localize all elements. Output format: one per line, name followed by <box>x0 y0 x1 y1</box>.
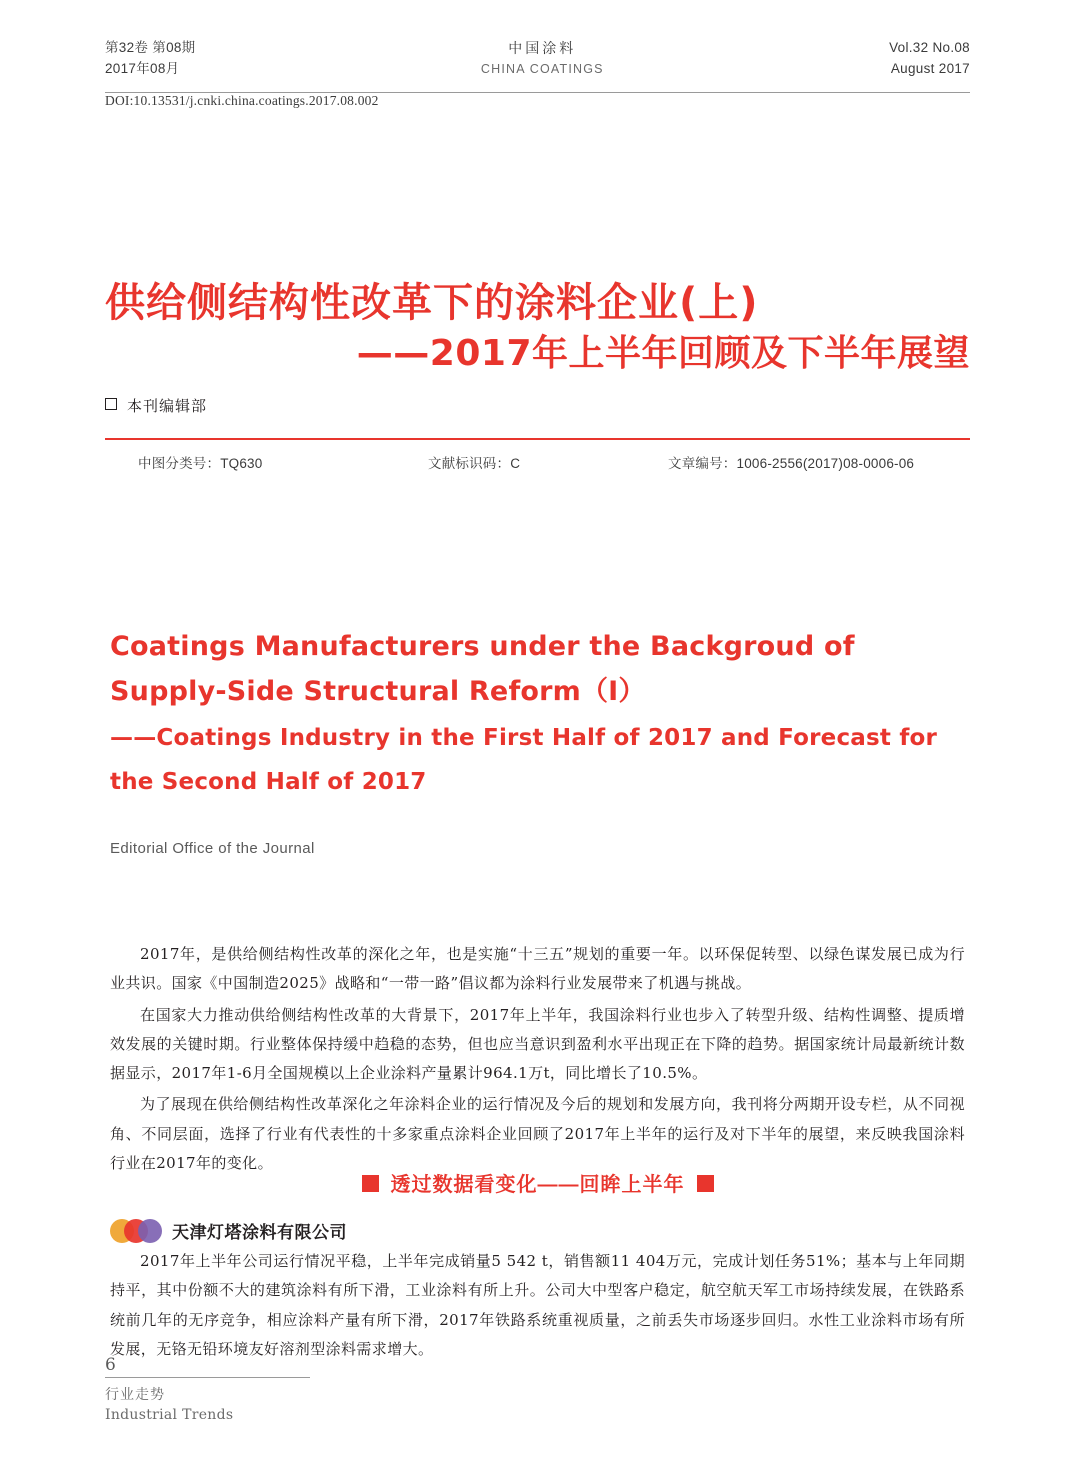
article-title-en-line2: Supply-Side Structural Reform（I） <box>110 675 646 707</box>
footer-divider <box>105 1377 310 1378</box>
page-header <box>105 38 970 80</box>
journal-name-cn: 中国涂料 <box>508 40 577 56</box>
author-cn <box>105 395 970 416</box>
article-subtitle-cn: ——2017年上半年回顾及下半年展望 <box>356 333 970 374</box>
clc-number: 中图分类号：TQ630 <box>138 456 263 471</box>
header-center <box>481 38 604 79</box>
header-right <box>889 38 970 80</box>
article-title-en-line1: Coatings Manufacturers under the Backgroud of <box>110 631 855 662</box>
doi-text: DOI:10.13531/j.cnki.china.coatings.2017.08.002 <box>105 93 379 108</box>
company-description <box>110 1247 965 1364</box>
header-volume-en: Vol.32 No.08 <box>889 40 970 55</box>
company-block <box>110 1218 965 1364</box>
page-footer <box>105 1355 355 1426</box>
footer-column-en: Industrial Trends <box>105 1407 234 1423</box>
article-body <box>110 940 965 1180</box>
header-date-cn: 2017年08月 <box>105 60 180 76</box>
company-name: 天津灯塔涂料有限公司 <box>172 1223 347 1243</box>
section-heading-label: 透过数据看变化——回眸上半年 <box>390 1174 685 1196</box>
body-paragraph-1: 2017年，是供给侧结构性改革的深化之年，也是实施“十三五”规划的重要一年。以环保促转型、以绿色谋发展已成为行业共识。国家《中国制造2025》战略和“一带一路”倡议都为涂料行业发展带来了机遇与挑战。 <box>110 945 965 993</box>
journal-name-en: CHINA COATINGS <box>480 61 604 76</box>
english-title-block <box>110 625 970 802</box>
article-subtitle-en-line1: ——Coatings Industry in the First Half of 2017 and Forecast for <box>110 725 938 752</box>
author-en: Editorial Office of the Journal <box>110 840 315 857</box>
body-paragraph-2: 在国家大力推动供给侧结构性改革的大背景下，2017年上半年，我国涂料行业也步入了转型升级、结构性调整、提质增效发展的关键时期。行业整体保持缓中趋稳的态势，但也应当意识到盈利水平出现正在下降的趋势。据国家统计局最新统计数据显示，2017年1-6月全国规模以上企业涂料产量累计964.1万t，同比增长了10.5%。 <box>110 1005 965 1082</box>
article-subtitle-en-line2: the Second Half of 2017 <box>110 769 427 796</box>
logo-circle-purple <box>138 1219 162 1243</box>
banner-square-left-icon <box>362 1175 379 1192</box>
footer-column-cn: 行业走势 <box>105 1386 165 1402</box>
document-code: 文献标识码：C <box>428 456 521 471</box>
section-heading <box>110 1168 965 1197</box>
body-paragraph-3: 为了展现在供给侧结构性改革深化之年涂料企业的运行情况及今后的规划和发展方向，我刊将分两期开设专栏，从不同视角、不同层面，选择了行业有代表性的十多家重点涂料企业回顾了2017年上半年的运行及对下半年的展望，来反映我国涂料行业在2017年的变化。 <box>110 1095 965 1172</box>
header-volume-cn: 第32卷 第08期 <box>105 40 196 55</box>
title-red-divider <box>105 438 970 440</box>
company-paragraph: 2017年上半年公司运行情况平稳，上半年完成销量5 542 t，销售额11 404万元，完成计划任务51%；基本与上年同期持平，其中份额不大的建筑涂料有所下滑，工业涂料有所上升。公司大中型客户稳定，航空航天军工市场持续发展，在铁路系统前几年的无序竞争，相应涂料产量有所下滑，2017年铁路系统重视质量，之前丢失市场逐步回归。水性工业涂料市场有所发展，无铬无铅环境友好溶剂型涂料需求增大。 <box>110 1252 965 1358</box>
page-number: 6 <box>105 1355 116 1375</box>
article-id: 文章编号：1006-2556(2017)08-0006-06 <box>668 456 915 471</box>
chinese-title-block <box>105 278 970 416</box>
article-metadata <box>138 452 938 472</box>
company-logo-icon <box>110 1219 162 1243</box>
header-date-en: August 2017 <box>890 60 970 76</box>
company-header <box>110 1218 965 1243</box>
author-cn-label: 本刊编辑部 <box>127 397 208 415</box>
header-left <box>105 38 195 80</box>
article-title-cn: 供给侧结构性改革下的涂料企业(上) <box>105 280 759 326</box>
banner-square-right-icon <box>697 1175 714 1192</box>
bullet-square-icon <box>105 398 117 410</box>
